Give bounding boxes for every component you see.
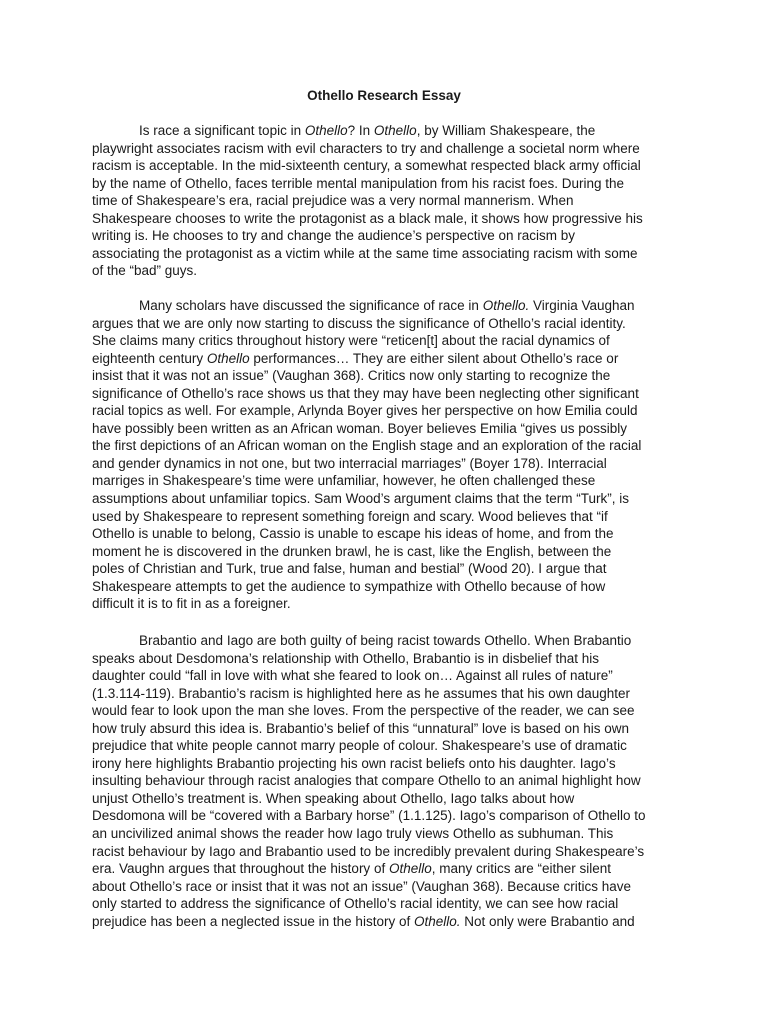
- italic-title: Othello: [388, 861, 432, 877]
- text-line: racist behaviour by Iago and Brabantio used to be incredibly prevalent during Shakespeare’s: [92, 843, 645, 859]
- text-line: about Othello’s race or insist that it was not an issue” (Vaughan 368). Because critics have: [92, 878, 632, 894]
- text-line: speaks about Desdomona’s relationship with Othello, Brabantio is in disbelief that his: [92, 650, 600, 666]
- text-line: moment he is discovered in the drunken brawl, he is cast, like the English, between the: [92, 543, 612, 559]
- italic-title: Othello.: [413, 913, 461, 929]
- italic-title: Othello.: [482, 298, 530, 313]
- text-line: prejudice has been a neglected issue in the history of Othello. Not only were Brabantio and: [92, 913, 635, 929]
- text-line: used by Shakespeare to represent something foreign and scary. Wood believes that “if: [92, 508, 608, 524]
- text-line: Othello is unable to belong, Cassio is unable to escape his ideas of home, and from the: [92, 526, 614, 542]
- text-line: writing is. He chooses to try and change the audience’s perspective on racism by: [92, 228, 576, 244]
- text-line: racial topics as well. For example, Arlynda Boyer gives her perspective on how Emilia could: [92, 403, 638, 419]
- text-line: Is race a significant topic in Othello? In Othello, by William Shakespeare, the: [139, 123, 596, 138]
- text-line: an uncivilized animal shows the reader how Iago truly views Othello as subhuman. This: [92, 826, 614, 842]
- text-line: marriges in Shakespeare’s time were unfamiliar, however, he often challenged these: [92, 473, 596, 489]
- text-line: daughter could “fall in love with what she feared to look on… Against all rules of nature”: [92, 668, 613, 684]
- text-line: by the name of Othello, faces terrible mental manipulation from his racist foes. During the: [92, 175, 625, 191]
- text-line: prejudice that white people cannot marry people of colour. Shakespeare’s use of dramatic: [92, 738, 627, 754]
- text-line: Many scholars have discussed the significance of race in Othello. Virginia Vaughan: [139, 298, 635, 313]
- text-line: Shakespeare attempts to get the audience to sympathize with Othello because of how: [92, 578, 606, 594]
- text-line: Shakespeare chooses to write the protagonist as a black male, it shows how progressive his: [92, 210, 643, 226]
- text-line: playwright associates racism with evil characters to try and challenge a societal norm where: [92, 140, 640, 156]
- text-line: She claims many critics throughout history were “reticen[t] about the racial dynamics of: [92, 333, 610, 349]
- text-line: (1.3.114-119). Brabantio’s racism is highlighted here as he assumes that his own daughter: [92, 685, 631, 701]
- text-line: assumptions about unfamiliar topics. Sam Wood’s argument claims that the term “Turk”, is: [92, 491, 629, 507]
- text-line: irony here highlights Brabantio projecting his own racist beliefs onto his daughter. Iago’s: [92, 755, 616, 771]
- paragraph-2: [92, 297, 682, 613]
- text-line: significance of Othello’s race shows us that they may have been neglecting other significant: [92, 385, 639, 401]
- text-line: would fear to look upon the man she loves. From the perspective of the reader, we can see: [92, 703, 635, 719]
- text-line: and gender dynamics in not one, but two interracial marriages” (Boyer 178). Interracial: [92, 455, 607, 471]
- text-line: unjust Othello’s treatment is. When speaking about Othello, Iago talks about how: [92, 790, 575, 806]
- document-title: Othello Research Essay: [307, 88, 461, 103]
- paragraph-3: [92, 632, 682, 930]
- text-line: have possibly been written as an African woman. Boyer believes Emilia “gives us possibly: [92, 420, 628, 436]
- text-line: associating the protagonist as a victim while at the same time associating racism with some: [92, 245, 638, 261]
- text-line: argues that we are only now starting to discuss the significance of Othello’s racial identity.: [92, 315, 626, 331]
- text-line: the first depictions of an African woman on the English stage and an exploration of the racial: [92, 438, 642, 454]
- text-line: racism is acceptable. In the mid-sixteenth century, a somewhat respected black army official: [92, 158, 641, 174]
- italic-title: Othello: [304, 123, 348, 138]
- text-line: how truly absurd this idea is. Brabantio’s belief of this “unnatural” love is based on his own: [92, 720, 630, 736]
- text-line: of the “bad” guys.: [92, 263, 198, 279]
- text-line: time of Shakespeare’s era, racial prejudice was a very normal mannerism. When: [92, 193, 574, 209]
- text-line: Brabantio and Iago are both guilty of being racist towards Othello. When Brabantio: [139, 633, 632, 648]
- text-line: insist that it was not an issue” (Vaughan 368). Critics now only starting to recognize the: [92, 368, 611, 384]
- text-line: eighteenth century Othello performances… They are either silent about Othello’s race or: [92, 350, 619, 366]
- italic-title: Othello: [206, 350, 250, 366]
- italic-title: Othello: [373, 123, 417, 138]
- text-line: Desdomona will be “covered with a Barbary horse” (1.1.125). Iago’s comparison of Othello to: [92, 808, 646, 824]
- text-line: insulting behaviour through racist analogies that compare Othello to an animal highlight how: [92, 773, 641, 789]
- text-line: only started to address the significance of Othello’s racial identity, we can see how racial: [92, 896, 619, 912]
- text-line: difficult it is to fit in as a foreigner.: [92, 596, 291, 612]
- paragraph-1: [92, 122, 682, 280]
- text-line: poles of Christian and Turk, true and false, human and bestial” (Wood 20). I argue that: [92, 561, 607, 577]
- text-line: era. Vaughn argues that throughout the history of Othello, many critics are “either silent: [92, 861, 612, 877]
